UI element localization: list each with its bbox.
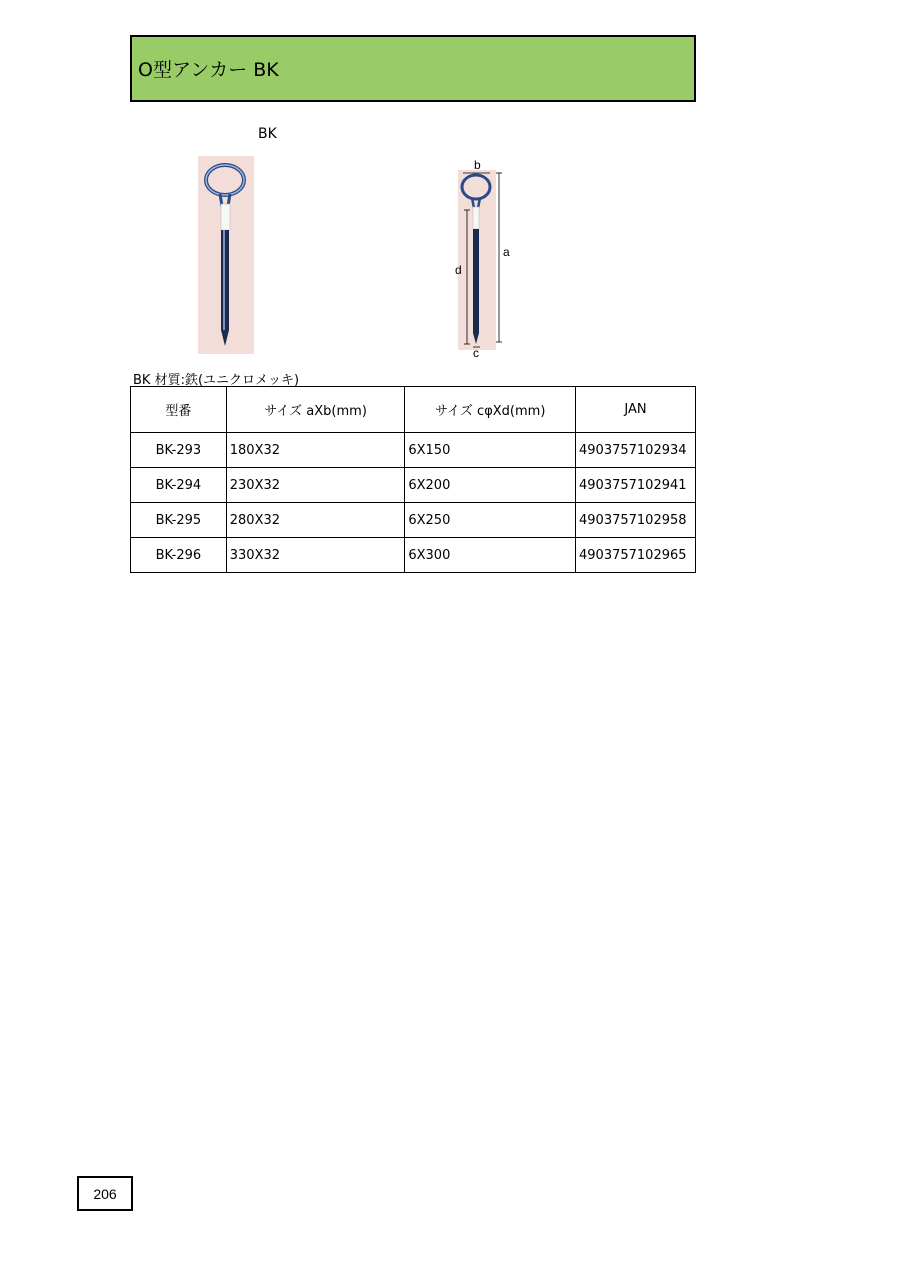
cell-size-ab: 230X32 (226, 468, 405, 503)
cell-model: BK-295 (131, 503, 227, 538)
dim-label-c: c (473, 346, 479, 360)
cell-size-cd: 6X250 (405, 503, 576, 538)
dim-label-a: a (503, 245, 510, 259)
table-header-row (131, 387, 696, 433)
title-bar (130, 35, 696, 102)
cell-size-cd: 6X300 (405, 538, 576, 573)
cell-model: BK-293 (131, 433, 227, 468)
cell-model: BK-294 (131, 468, 227, 503)
cell-jan: 4903757102965 (576, 538, 696, 573)
cell-jan: 4903757102958 (576, 503, 696, 538)
table-row (131, 538, 696, 573)
photo-label: BK (258, 126, 277, 142)
cell-jan: 4903757102934 (576, 433, 696, 468)
cell-size-cd: 6X150 (405, 433, 576, 468)
cell-size-cd: 6X200 (405, 468, 576, 503)
dim-label-d: d (455, 263, 462, 277)
table-row (131, 433, 696, 468)
dim-label-b: b (474, 158, 481, 172)
product-photo (198, 156, 254, 354)
table-row (131, 468, 696, 503)
page-number: 206 (77, 1176, 133, 1211)
page-title: O型アンカー BK (138, 59, 279, 81)
table-row (131, 503, 696, 538)
dimension-diagram (440, 152, 530, 362)
header-size-ab: サイズ aXb(mm) (226, 387, 405, 433)
cell-size-ab: 180X32 (226, 433, 405, 468)
cell-jan: 4903757102941 (576, 468, 696, 503)
cell-model: BK-296 (131, 538, 227, 573)
spec-table (130, 386, 696, 573)
cell-size-ab: 280X32 (226, 503, 405, 538)
header-size-cd: サイズ cφXd(mm) (405, 387, 576, 433)
material-line: BK 材質:鉄(ユニクロメッキ) (133, 373, 300, 388)
header-model: 型番 (131, 387, 227, 433)
cell-size-ab: 330X32 (226, 538, 405, 573)
header-jan: JAN (576, 387, 696, 433)
